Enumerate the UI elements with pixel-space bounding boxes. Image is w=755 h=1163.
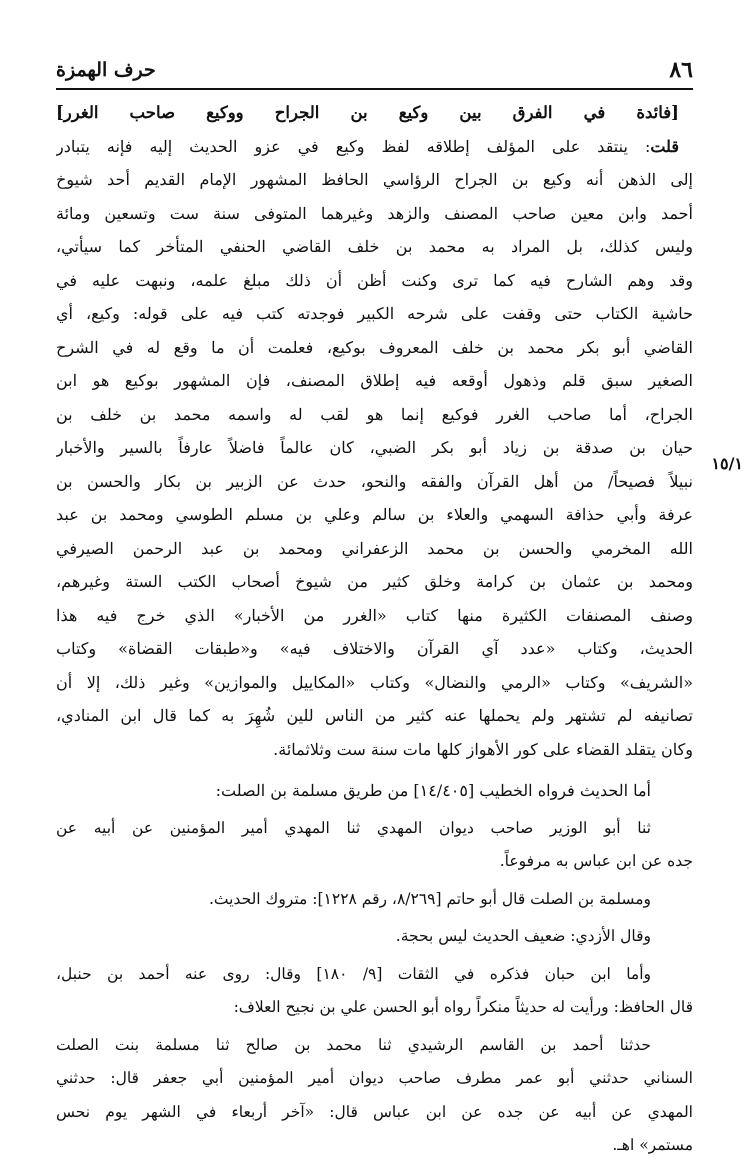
page-body [56,96,693,1163]
commentary-line: الله المخرمي والحسن بن محمد الزعفراني ومحمد بن عبد الرحمن الصيرفي [56,538,693,558]
commentary-line: حاشية الكتاب حتى وقفت على شرحه الكبير فوجدته كتب فيه على قوله: وكيع، أي [56,304,693,323]
commentary-line: حيان بن صدقة بن زياد أبو بكر الضبي، كان عالماً فاضلاً عارفاً بالسير والأخبار [56,438,693,457]
commentary-paragraph [56,130,693,767]
margin-page-reference: ١٥/١ [711,454,743,473]
commentary-line: نبيلاً فصيحاً/ من أهل القرآن والفقه والنحو، حدث عن الزبير بن بكار والحسن بن [56,471,693,491]
commentary-line: الصغير سبق قلم وذهول أوقعه فيه إطلاق المصنف، فإن المشهور بوكيع هو ابن [56,371,693,390]
commentary-line: وكان يتقلد القضاء على كور الأهواز كلها مات سنة ست وثلاثمائة. [273,739,693,759]
azdi-paragraph [56,920,693,954]
final-isnad-paragraph [56,1029,693,1163]
abu-hatim-line: ومسلمة بن الصلت قال أبو حاتم [٨/٢٦٩، رقم ١٢٢٨]: متروك الحديث. [208,889,651,908]
commentary-line: إلى الذهن أنه وكيع بن الجراح الرؤاسي الحافظ المشهور الإمام القديم أحد شيوخ [56,170,693,189]
commentary-line: عرفة وأبي حذافة السهمي والعلاء بن سالم وعلي بن مسلم الطوسي ومحمد بن عبد [56,505,693,524]
khatib-isnad-paragraph [56,812,693,879]
isnad-line: جده عن ابن عباس به مرفوعاً. [499,852,693,870]
final-isnad-line: السناني حدثني أبو عمر مطرف صاحب ديوان أمير المؤمنين أبي جعفر قال: حدثني [56,1069,693,1087]
commentary-line: وليس كذلك، بل المراد به محمد بن خلف القاضي الحنفي المتأخر كما سيأتي، [56,237,693,256]
commentary-line: أحمد وابن معين صاحب المصنف والزهد وغيرهما المتوفى سنة ست وتسعين ومائة [56,203,693,223]
final-isnad-line: حدثنا أحمد بن القاسم الرشيدي ثنا محمد بن صالح ثنا مسلمة بنت الصلت [56,1035,651,1054]
ibn-hibban-paragraph [56,958,693,1025]
commentary-line [56,130,693,164]
commentary-line: ومحمد بن عثمان بن كرامة وخلق كثير من شيوخ أصحاب الكتب الستة وغيرهم، [56,572,693,591]
commentary-line: تصانيفه لم تشتهر ولم يحملها عنه كثير من الناس للين شُهِرَ به كما قال ابن المنادي، [56,706,693,725]
khatib-intro: أما الحديث فرواه الخطيب [١٤/٤٠٥] من طريق مسلمة بن الصلت: [215,781,651,800]
commentary-line: «الشريف» وكتاب «الرمي والنضال» وكتاب «المكاييل والموازين» وغير ذلك، إلا أن [56,672,693,692]
section-heading: [فائدة في الفرق بين وكيع بن الجراح ووكيع صاحب الغرر] [56,103,679,122]
running-title: حرف الهمزة [56,59,156,81]
commentary-line: الجراح، أما صاحب الغرر فوكيع إنما هو لقب له واسمه محمد بن خلف بن [56,404,693,424]
page-number: ٨٦ [669,57,693,83]
commentary-line: القاضي أبو بكر محمد بن خلف المعروف بوكيع، فعلمت أن ما وقع له في الشرح [56,337,693,357]
commentary-label: قلت [650,136,679,156]
final-isnad-line: المهدي عن أبيه عن جده عن ابن عباس قال: «آخر أربعاء في الشهر يوم نحس [56,1102,693,1121]
page-header [56,52,693,90]
isnad-line: ثنا أبو الوزير صاحب ديوان المهدي ثنا المهدي أمير المؤمنين عن أبيه عن [56,818,651,837]
azdi-line: وقال الأزدي: ضعيف الحديث ليس بحجة. [395,927,651,945]
khatib-intro-paragraph [56,774,693,808]
commentary-first-line: : ينتقد على المؤلف إطلاقه لفظ وكيع في عزو الحديث إليه فإنه يتبادر [56,136,651,156]
ibn-hibban-line: وأما ابن حبان فذكره في الثقات [٩/ ١٨٠] وقال: روى عنه أحمد بن حنبل، [56,964,652,983]
section-heading-block [56,96,693,130]
abu-hatim-paragraph [56,883,693,917]
final-isnad-line: مستمر» اهـ. [612,1136,693,1154]
commentary-line: وقد وهم الشارح فيه كما ترى وكنت أظن أن ذلك مبلغ علمه، ونبهت عليه في [56,270,693,290]
commentary-line: الحديث، وكتاب «عدد آي القرآن والاختلاف فيه» و«طبقات القضاة» وكتاب [56,639,693,658]
commentary-line: وصنف المصنفات الكثيرة منها كتاب «الغرر من الأخبار» الذي خرج فيه هذا [56,605,693,625]
ibn-hibban-line: قال الحافظ: ورأيت له حديثاً منكراً رواه أبو الحسن علي بن نجيح العلاف: [233,998,693,1016]
